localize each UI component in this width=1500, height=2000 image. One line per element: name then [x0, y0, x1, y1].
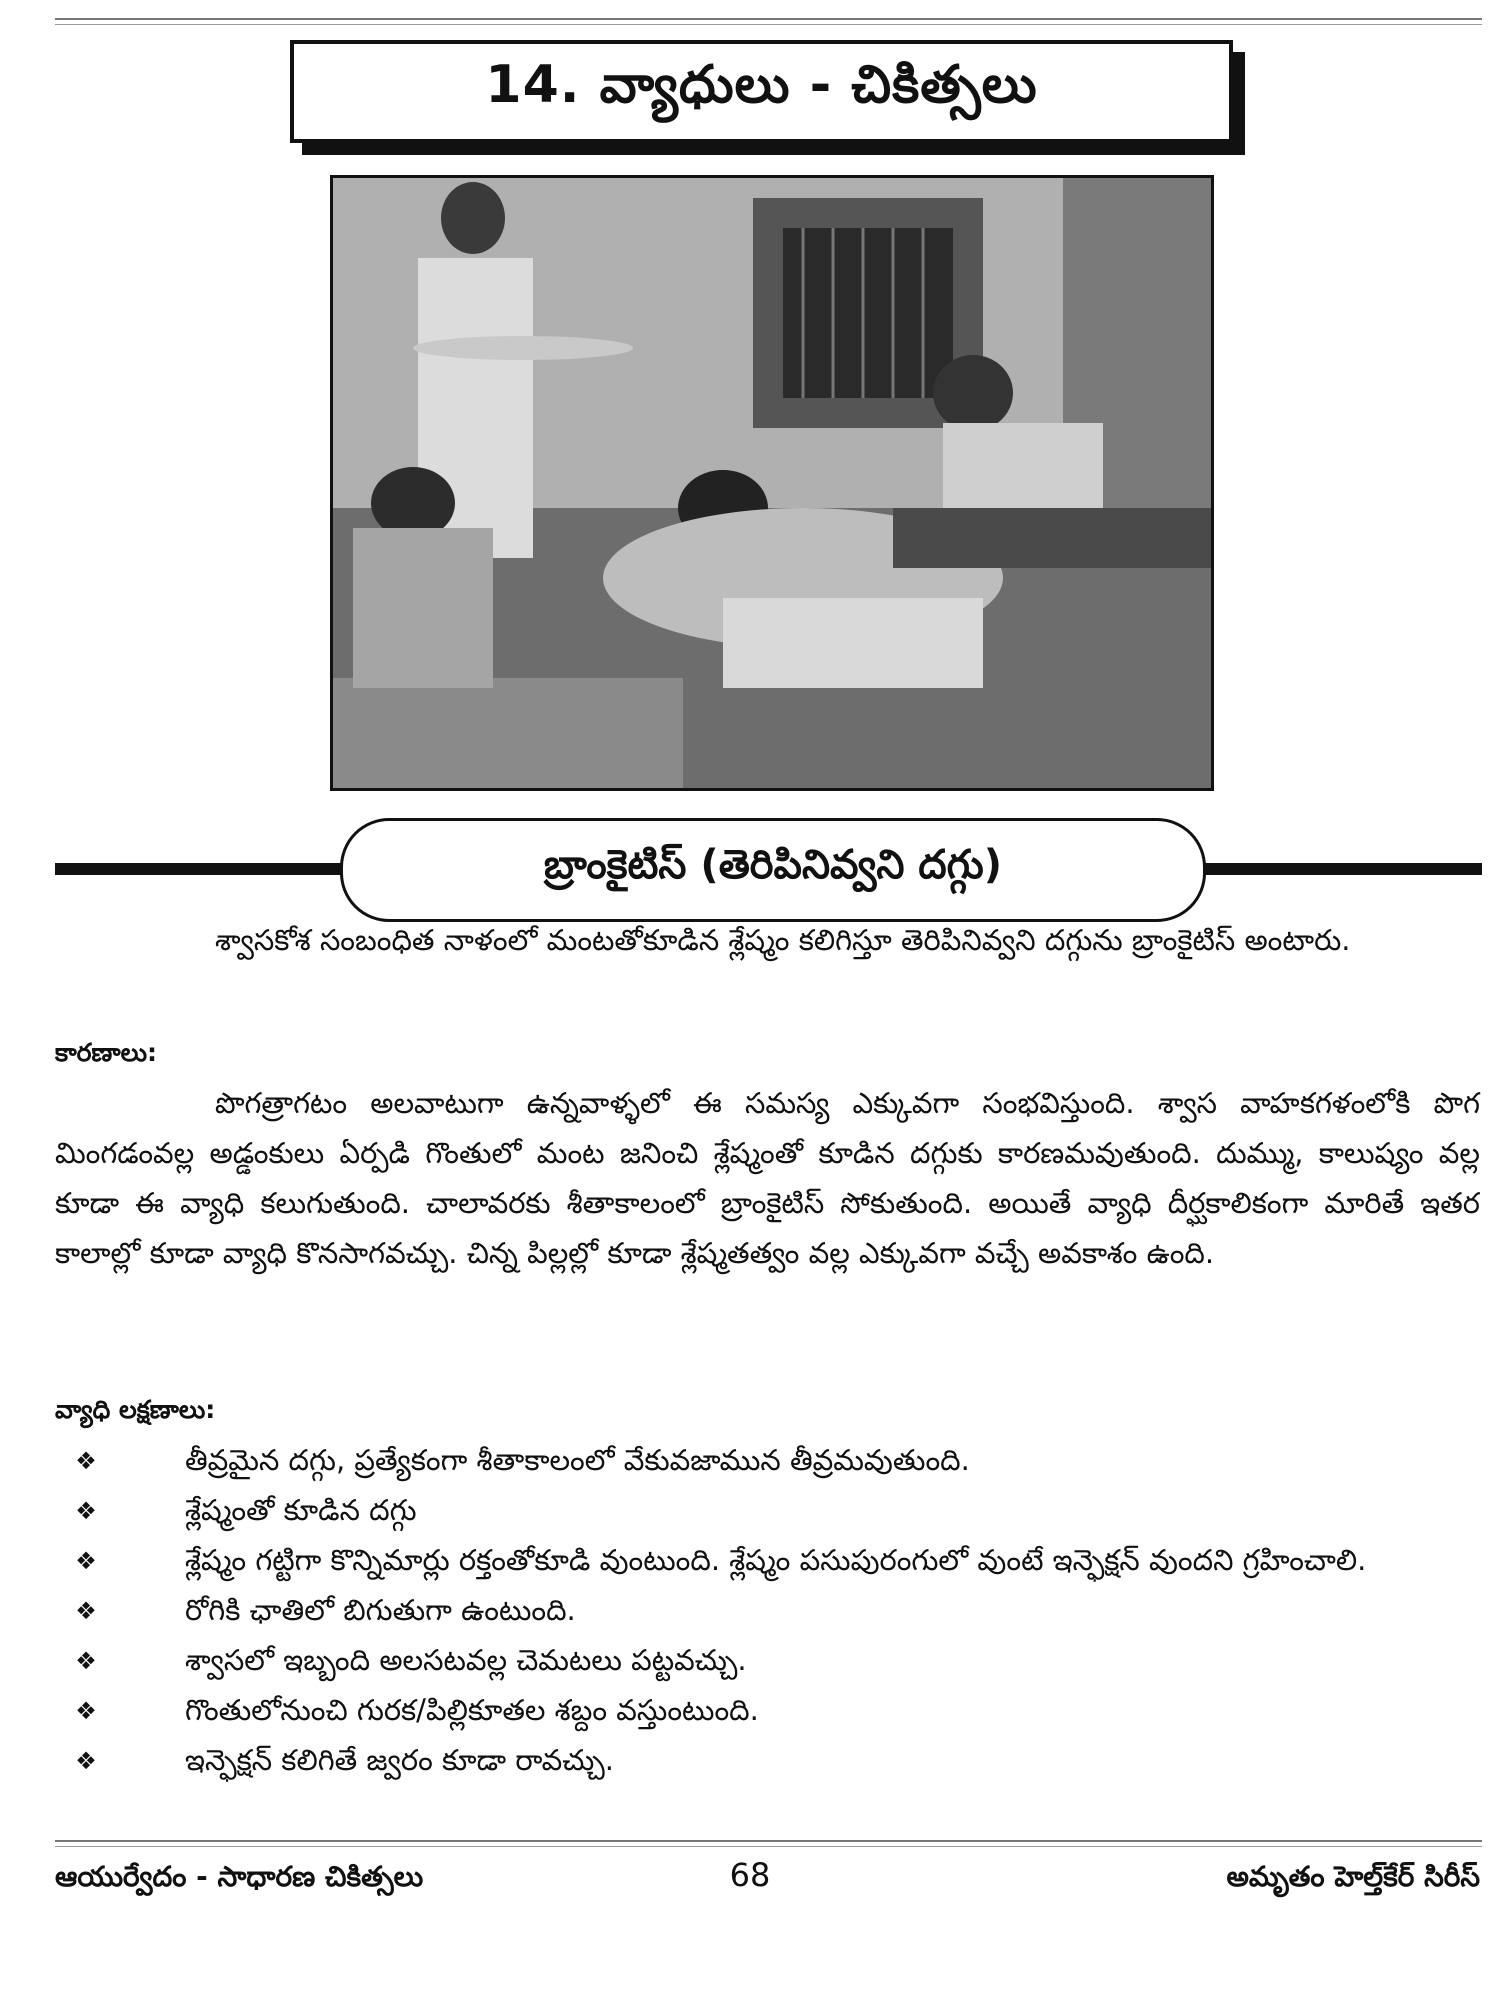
- intro-paragraph: [55, 915, 1480, 965]
- footer-rule: [55, 1840, 1482, 1842]
- diamond-bullet-icon: ❖: [75, 1747, 97, 1775]
- causes-text: పొగత్రాగటం అలవాటుగా ఉన్నవాళ్ళలో ఈ సమస్య ఎక్కువగా సంభవిస్తుంది. శ్వాస వాహకగళంలోకి పొగ మింగడంవల్ల అడ్డంకులు ఏర్పడి గొంతులో మంట జనించి శ్లేష్మంతో కూడిన దగ్గుకు కారణమవుతుంది. దుమ్ము, కాలుష్యం వల్ల కూడా ఈ వ్యాధి కలుగుతుంది. చాలావరకు శీతాకాలంలో బ్రాంకైటిస్ సోకుతుంది. అయితే వ్యాధి దీర్ఘకాలికంగా మారితే ఇతర కాలాల్లో కూడా వ్యాధి కొనసాగవచ్చు. చిన్న పిల్లల్లో కూడా శ్లేష్మతత్వం వల్ల ఎక్కువగా వచ్చే అవకాశం ఉంది.: [55, 1086, 1480, 1270]
- diamond-bullet-icon: ❖: [75, 1697, 97, 1725]
- section-heading: బ్రాంకైటిస్ (తెరిపినివ్వని దగ్గు): [543, 842, 1003, 888]
- diamond-bullet-icon: ❖: [75, 1597, 97, 1625]
- diamond-bullet-icon: ❖: [75, 1647, 97, 1675]
- page-number: 68: [729, 1856, 771, 1894]
- diamond-bullet-icon: ❖: [75, 1497, 97, 1525]
- treatment-scene-image: [333, 178, 1211, 788]
- diamond-bullet-icon: ❖: [75, 1447, 97, 1475]
- list-item: ❖ శ్వాసలో ఇబ్బంది అలసటవల్ల చెమటలు పట్టవచ్చు.: [75, 1643, 747, 1677]
- top-rule-thin: [55, 24, 1482, 25]
- causes-paragraph: [55, 1078, 1480, 1278]
- intro-text: శ్వాసకోశ సంబంధిత నాళంలో మంటతోకూడిన శ్లేష్మం కలిగిస్తూ తెరిపినివ్వని దగ్గును బ్రాంకైటిస్ అంటారు.: [215, 923, 1351, 957]
- top-rule: [55, 18, 1482, 20]
- symptoms-list: [55, 1435, 1480, 1785]
- section-heading-pill: [340, 818, 1206, 922]
- list-item: ❖ రోగికి ఛాతిలో బిగుతుగా ఉంటుంది.: [75, 1593, 576, 1627]
- causes-label: కారణాలు:: [55, 1038, 157, 1067]
- chapter-title-box: [290, 40, 1233, 143]
- diamond-bullet-icon: ❖: [75, 1547, 97, 1575]
- footer-book-title: ఆయుర్వేదం - సాధారణ చికిత్సలు: [55, 1860, 424, 1893]
- chapter-title: 14. వ్యాధులు - చికిత్సలు: [485, 55, 1038, 115]
- illustration-photo: [330, 175, 1214, 791]
- list-item: ❖ శ్లేష్మం గట్టిగా కొన్నిమార్లు రక్తంతోకూడి వుంటుంది. శ్లేష్మం పసుపురంగులో వుంటే ఇన్ఫెక్షన్ వుందని గ్రహించాలి.: [75, 1543, 1367, 1577]
- list-item: ❖ గొంతులోనుంచి గురక/పిల్లికూతల శబ్దం వస్తుంటుంది.: [75, 1693, 759, 1727]
- footer-rule-thin: [55, 1846, 1482, 1847]
- footer-series-name: అమృతం హెల్త్‌కేర్ సిరీస్: [1226, 1860, 1480, 1893]
- list-item: ❖ తీవ్రమైన దగ్గు, ప్రత్యేకంగా శీతాకాలంలో వేకువజామున తీవ్రమవుతుంది.: [75, 1443, 970, 1477]
- list-item: ❖ శ్లేష్మంతో కూడిన దగ్గు: [75, 1493, 417, 1527]
- symptoms-label: వ్యాధి లక్షణాలు:: [55, 1395, 216, 1424]
- list-item: ❖ ఇన్ఫెక్షన్ కలిగితే జ్వరం కూడా రావచ్చు.: [75, 1743, 614, 1777]
